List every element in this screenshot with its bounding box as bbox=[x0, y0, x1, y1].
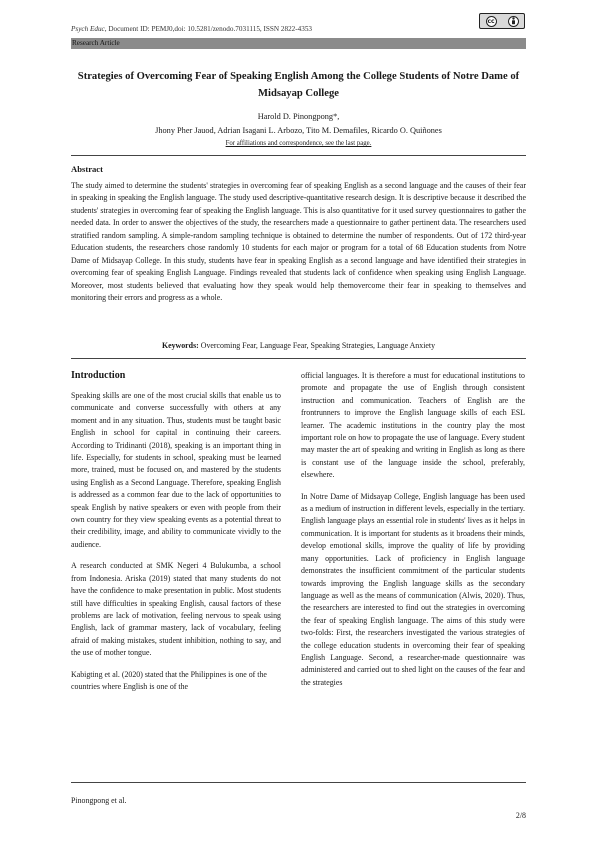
person-icon bbox=[510, 17, 517, 25]
body-paragraph: official languages. It is therefore a must for educational institutions to promote and propagate the use of English through consistent instruction and communication. Teachers of English are the frontrunners to improve the English language skills of each ESL learner. The academic institutions in the country play the most important role on how to propagate the use of language. Every student may master the art of speaking and writing in English as long as there is constant use of the language inside the school, preferably, elsewhere. bbox=[301, 371, 525, 480]
body-paragraph: A research conducted at SMK Negeri 4 Bulukumba, a school from Indonesia. Ariska (2019) stated that many students do not have the confidence to make presentation in public. Most students still have difficulties in speaking English, causal factors of these problems are lack of motivation, feeling nervous to speak using English, lack of grammar mastery, lack of vocabulary, feeling afraid of making mistakes, student inhibition, nothing to say, and the use of mother tongue. bbox=[71, 561, 281, 658]
introduction-heading: Introduction bbox=[71, 370, 126, 381]
affiliation-link[interactable]: For affiliations and correspondence, see the last page. bbox=[225, 140, 372, 147]
cc-circle-icon: cc bbox=[487, 17, 495, 25]
body-paragraph: In Notre Dame of Midsayap College, English language has been used as a medium of instruction in different levels, especially in the tertiary. English language plays an essential role in students' lives as it helps in communication. It is important for students as it broadens their minds, develop emotional skills, improve the quality of life by providing many opportunities. Lack of proficiency in English language demonstrates the insufficient commitment of the particular students towards improving the English language skills as the secondary language as well as the means of communication (Alwis, 2020). Thus, the researchers are interested to find out the strategies in overcoming the fear of speaking English language. The aims of this study were two-folds: First, the researchers investigated the various strategies of the college education students in overcoming their fear of speaking English Language. Second, a researcher-made questionnaire was administered and carried out to shed light on the causes of the fear and the strategies bbox=[301, 491, 525, 687]
keywords-bottom-rule bbox=[71, 358, 526, 359]
keywords-line bbox=[71, 341, 526, 350]
creative-commons-by-icon[interactable] bbox=[479, 13, 525, 29]
authors-line-1: Harold D. Pinongpong*, bbox=[257, 112, 340, 121]
paper-title: Strategies of Overcoming Fear of Speaking English Among the College Students of Notre Dame of Midsayap College bbox=[77, 71, 520, 99]
right-column bbox=[301, 370, 525, 698]
article-type-label: Research Article bbox=[72, 39, 120, 47]
authors-line-2: Jhony Pher Jauod, Adrian Isagani L. Arbozo, Tito M. Demafiles, Ricardo O. Quiñones bbox=[155, 126, 442, 135]
footer-author: Pinongpong et al. bbox=[71, 796, 127, 805]
page-number: 2/8 bbox=[515, 811, 526, 820]
abstract-text: The study aimed to determine the students' strategies in overcoming fear of speaking English as a second language and the causes of their fear in speaking in speaking the English language. The study used descriptive-quantitative research design. It is descriptive because it described the students' strategies in overcoming fear of speaking the English language. This is also quantitative for it used survey questionnaires to gather the needed data. In order to answer the objectives of the study, the researchers made a questionnaire to gather pertinent data. The researchers used stratified random sampling. A simple-random sampling technique is obtained to determine the number of respondents. Out of 172 third-year Education students, the researchers chose randomly 10 students for each major or program for a total of 68 Education students from Notre Dame of Midsayap College. In this study, students have fear in speaking English as a second language and have identified their strategies in overcoming fear of speaking English Language. Findings revealed that students lack of confidence when speaking using English Language. Moreover, most students believed that evaluating how they speak would help themovercome their fear in speaking to themselves and monitoring their errors and progress as a whole. bbox=[71, 181, 526, 303]
journal-details: , Document ID: PEMJ0,doi: 10.5281/zenodo.7031115, ISSN 2822-4353 bbox=[104, 25, 313, 33]
abstract-top-rule bbox=[71, 155, 526, 156]
journal-citation bbox=[71, 25, 312, 33]
body-paragraph: Kabigting et al. (2020) stated that the Philippines is one of the countries where English is one of the bbox=[71, 669, 267, 691]
left-column bbox=[71, 370, 281, 702]
journal-name: Psych Educ bbox=[71, 25, 105, 33]
keywords-list: Overcoming Fear, Language Fear, Speaking Strategies, Language Anxiety bbox=[200, 341, 436, 350]
body-paragraph: Speaking skills are one of the most crucial skills that enable us to communicate and converse successfully with others at any moment and in any situation. Thus, students must be taught basic English in school for capital in continuing their careers. According to Tridinanti (2018), speaking is an important thing in life. Especially, for students in school, speaking must be learned more, trained, must be focused on, and mastered by the students using English as a Second Language. Therefore, speaking English is addressed as a common fear due to the lack of opportunities to speak English by native speakers or even with people from their own country for they view speaking events as a potential threat to their credibility, image, and ability to communicate vividly to the audience. bbox=[71, 391, 281, 549]
keywords-label: Keywords: bbox=[161, 341, 199, 350]
abstract-heading: Abstract bbox=[71, 164, 103, 174]
attribution-person-icon bbox=[508, 16, 519, 27]
footer-rule bbox=[71, 782, 526, 783]
article-type-bar bbox=[71, 38, 526, 49]
